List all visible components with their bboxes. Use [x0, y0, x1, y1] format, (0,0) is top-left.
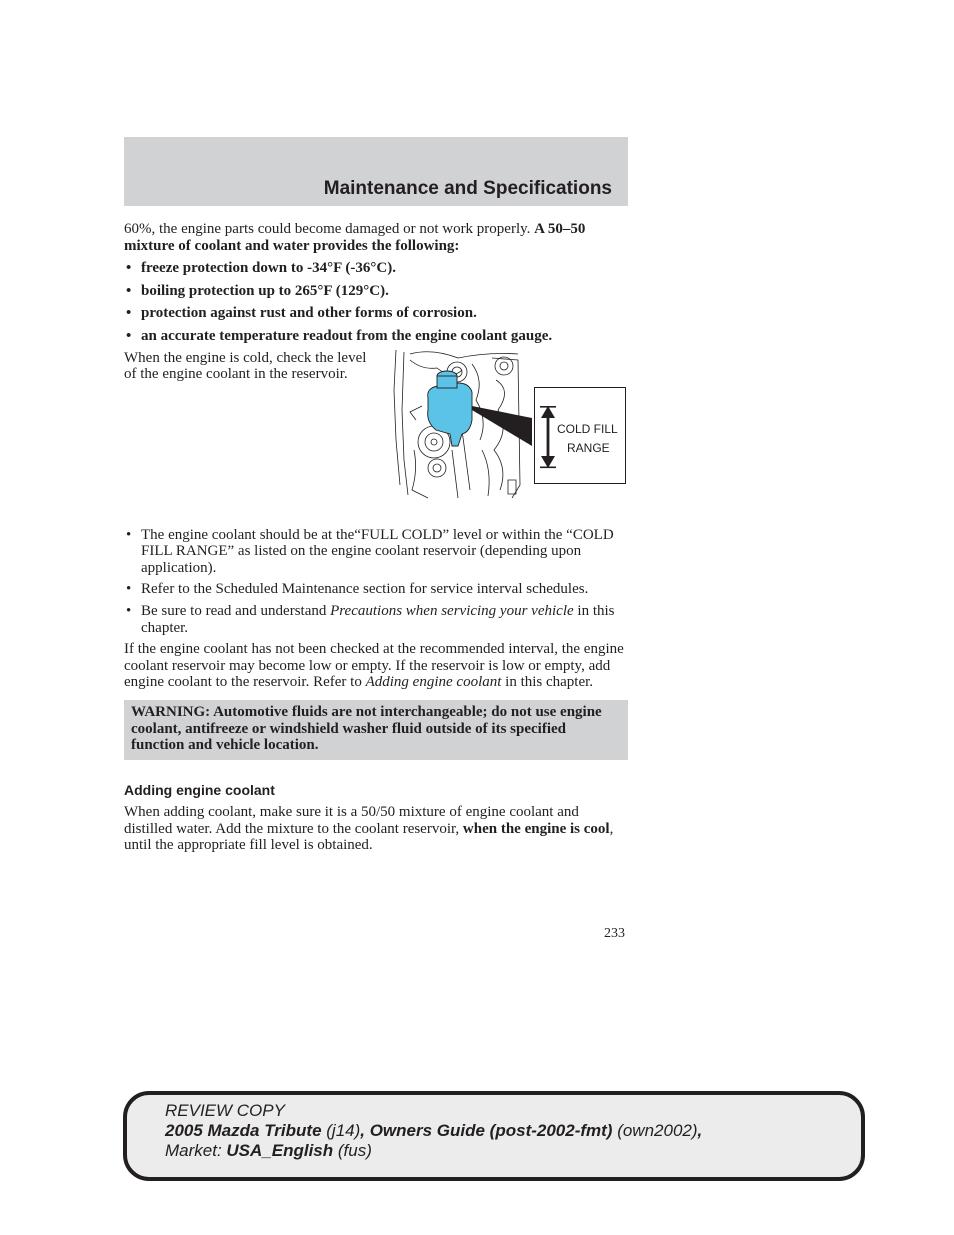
- footer-guide-code: (own2002): [612, 1121, 698, 1140]
- reservoir-neck: [437, 376, 457, 388]
- footer-comma: ,: [697, 1121, 703, 1140]
- adding-text: When adding coolant, make sure it is a 50/50 mixture of engine coolant and distilled water. Add the mixture to the coolant reservoir,: [124, 804, 579, 837]
- pointer-wedge: [472, 406, 532, 446]
- benefit-item: • boiling protection up to 265°F (129°C).: [124, 283, 628, 300]
- engine-compartment-illustration: [392, 350, 532, 500]
- note-text: in this chapter.: [141, 602, 615, 636]
- intro-paragraph: [124, 221, 628, 254]
- interval-text: in this chapter.: [501, 674, 594, 691]
- coolant-reservoir-shape: [428, 383, 472, 446]
- footer-market-label: Market:: [165, 1141, 227, 1160]
- section-header-band: [124, 137, 628, 206]
- cold-fill-label: COLD FILL: [557, 421, 618, 436]
- intro-text: 60%, the engine parts could become damaged or not work properly.: [124, 221, 535, 237]
- benefits-list: [124, 260, 628, 344]
- benefit-item: • freeze protection down to -34°F (-36°C).: [124, 260, 628, 277]
- benefit-item: • protection against rust and other forms of corrosion.: [124, 305, 628, 322]
- page-number: 233: [604, 926, 625, 941]
- cold-fill-range-callout: [534, 387, 626, 484]
- intro-bold-text: A 50–50 mixture of coolant and water provides the following:: [124, 221, 586, 254]
- footer-market-line: [165, 1141, 702, 1161]
- footer-model-code: (j14): [321, 1121, 361, 1140]
- adding-bold-text: when the engine is cool: [462, 820, 610, 837]
- note-text: Be sure to read and understand: [141, 602, 331, 619]
- adding-text: , until the appropriate fill level is obtained.: [124, 820, 614, 854]
- footer-market-code: (fus): [333, 1141, 372, 1160]
- interval-italic-reference: Adding engine coolant: [365, 674, 502, 691]
- footer-market: USA_English: [226, 1141, 334, 1160]
- review-copy-footer: [123, 1091, 865, 1181]
- adding-coolant-heading: Adding engine coolant: [124, 781, 275, 798]
- footer-guide: , Owners Guide (post-2002-fmt): [360, 1121, 613, 1140]
- note-item: [124, 603, 628, 636]
- coolant-figure-row: [124, 350, 628, 515]
- warning-box: WARNING: Automotive fluids are not interchangeable; do not use engine coolant, antifreeze or windshield washer fluid outside of its specified function and vehicle location.: [124, 700, 628, 760]
- note-item: • The engine coolant should be at the“FULL COLD” level or within the “COLD FILL RANGE” as listed on the engine coolant reservoir (depending upon application).: [124, 527, 628, 577]
- coolant-notes-list: [124, 527, 628, 637]
- adding-coolant-paragraph: [124, 804, 628, 854]
- range-label: RANGE: [567, 440, 610, 455]
- footer-document-line: [165, 1121, 702, 1141]
- interval-text: If the engine coolant has not been checked at the recommended interval, the engine coolant reservoir may become low or empty. If the reservoir is low or empty, add engine coolant to the reservoir. Refer to: [124, 641, 624, 691]
- footer-model: 2005 Mazda Tribute: [165, 1121, 322, 1140]
- interval-paragraph: [124, 641, 628, 691]
- page-content: [124, 221, 628, 854]
- note-item: • Refer to the Scheduled Maintenance section for service interval schedules.: [124, 581, 628, 598]
- review-footer-text: [165, 1101, 702, 1161]
- double-arrow-icon: [538, 390, 558, 480]
- note-italic-reference: Precautions when servicing your vehicle: [330, 602, 574, 619]
- benefit-item: • an accurate temperature readout from the engine coolant gauge.: [124, 328, 628, 345]
- review-copy-label: REVIEW COPY: [165, 1101, 285, 1120]
- check-level-paragraph: When the engine is cold, check the level of the engine coolant in the reservoir.: [124, 349, 367, 383]
- section-title: Maintenance and Specifications: [323, 178, 612, 199]
